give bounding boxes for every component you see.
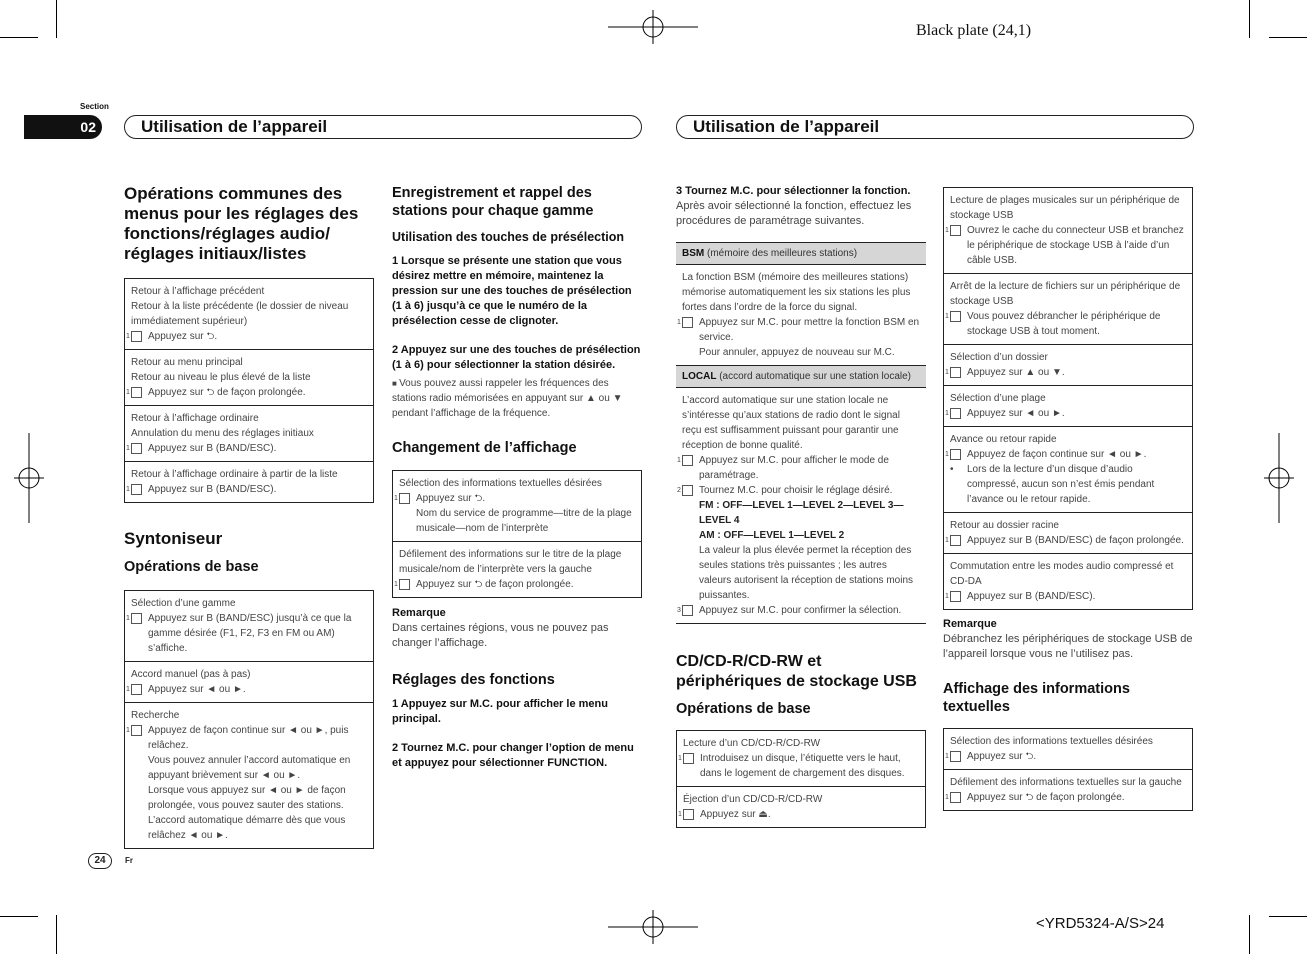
crop-mark	[0, 37, 38, 38]
usb-remark-title: Remarque	[943, 618, 997, 630]
table-row	[944, 188, 1192, 273]
preset-step-2: 2 Appuyez sur une des touches de présélection (1 à 6) pour sélectionner la station désirée.	[392, 344, 641, 371]
bsm-text: La fonction BSM (mémoire des meilleures stations) mémorise automatiquement les six stations les plus fortes dans l’ordre de la force du signal.	[682, 272, 911, 313]
preset-step-1: 1 Lorsque se présente une station que vous désirez mettre en mémoire, maintenez la pression sur une des touches de présélection (1 à 6) jusqu’à ce que le numéro de la présélection cesse de clignoter.	[392, 255, 632, 327]
chapter-header-left: Utilisation de l’appareil	[124, 115, 642, 139]
local-am-levels: AM : OFF—LEVEL 1—LEVEL 2	[699, 530, 845, 541]
bsm-body-row	[676, 264, 926, 365]
row-step: Appuyez sur ⏏.	[700, 809, 771, 820]
table-row	[944, 273, 1192, 344]
row-title: Arrêt de la lecture de fichiers sur un périphérique de stockage USB	[950, 281, 1181, 307]
bsm-cancel: Pour annuler, appuyez de nouveau sur M.C.	[699, 347, 895, 358]
table-row	[944, 344, 1192, 385]
table-row	[944, 769, 1192, 810]
section-label: Section	[80, 102, 109, 111]
column-4	[943, 187, 1193, 811]
row-step: Vous pouvez débrancher le périphérique de stockage USB à tout moment.	[967, 311, 1161, 337]
local-fm-levels: FM : OFF—LEVEL 1—LEVEL 2—LEVEL 3—LEVEL 4	[699, 500, 904, 526]
row-title: Accord manuel (pas à pas)	[131, 669, 251, 680]
functions-title: Réglages des fonctions	[392, 672, 555, 688]
column-3	[676, 184, 926, 828]
table-row	[944, 729, 1192, 769]
page-number: 24	[94, 855, 106, 866]
row-step: Appuyez sur ⮌ de façon prolongée.	[416, 579, 574, 590]
step-number-icon: 2	[682, 485, 693, 496]
step-number-icon: 1	[950, 792, 961, 803]
local-step-2: Tournez M.C. pour choisir le réglage désiré.	[699, 485, 893, 496]
local-text: L’accord automatique sur une station locale ne s’intéresse qu’aux stations de radio dont le signal reçu est suffisamment puissant pour garantir une réception de bonne qualité.	[682, 395, 900, 451]
text-info-table	[943, 728, 1193, 811]
local-note: La valeur la plus élevée permet la réception des seules stations très puissantes ; les autres valeurs autorisent la réception de stations moins puissantes.	[699, 545, 914, 601]
row-step: Appuyez sur ⮌.	[416, 493, 486, 504]
display-remark-title: Remarque	[392, 607, 446, 619]
function-step-3-text: Après avoir sélectionné la fonction, effectuez les procédures de paramétrage suivantes.	[676, 200, 912, 227]
row-step: Ouvrez le cache du connecteur USB et branchez le périphérique de stockage USB à l’aide d’un câble USB.	[967, 225, 1184, 266]
section-number: 02	[80, 119, 96, 135]
display-remark: Dans certaines régions, vous ne pouvez pas changer l’affichage.	[392, 622, 609, 649]
tuner-title: Syntoniseur	[124, 529, 223, 548]
row-note: Lors de la lecture d’un disque d’audio compressé, aucun son n’est émis pendant l’avance ou le retour rapide.	[967, 464, 1155, 505]
step-number-icon: 1	[399, 493, 410, 504]
row-step: Appuyez sur ◄ ou ►.	[148, 684, 246, 695]
table-row	[393, 541, 641, 597]
table-row	[125, 591, 373, 661]
step-number-icon: 1	[950, 751, 961, 762]
step-number-icon: 1	[950, 311, 961, 322]
common-ops-table	[124, 278, 374, 503]
table-row	[125, 279, 373, 349]
row-note: Nom du service de programme—titre de la plage musicale—nom de l’interprète	[416, 508, 632, 534]
tuner-table	[124, 590, 374, 849]
bsm-header-row	[676, 243, 926, 264]
step-number-icon: 1	[682, 455, 693, 466]
row-title: Retour à l’affichage ordinaire	[131, 413, 259, 424]
row-title: Sélection d’une gamme	[131, 598, 236, 609]
section-title-common-ops: Opérations communes des menus pour les réglages des fonctions/réglages audio/ réglages initiaux/listes	[124, 184, 359, 263]
step-number-icon: 1	[950, 535, 961, 546]
row-title: Retour à l’affichage précédent	[131, 286, 265, 297]
row-title: Commutation entre les modes audio compressé et CD-DA	[950, 561, 1174, 587]
row-title: Sélection d’un dossier	[950, 352, 1048, 363]
row-note: Lorsque vous appuyez sur ◄ ou ► de façon prolongée, vous pouvez sauter des stations. L’accord automatique démarre dès que vous relâchez ◄ ou ►.	[148, 785, 346, 841]
step-number-icon: 1	[131, 387, 142, 398]
table-row	[944, 512, 1192, 553]
row-step: Appuyez de façon continue sur ◄ ou ►.	[967, 449, 1147, 460]
column-2	[392, 184, 642, 771]
step-number-icon: 1	[131, 613, 142, 624]
table-row	[125, 461, 373, 502]
language-label: Fr	[125, 856, 133, 865]
row-title: Défilement des informations textuelles sur la gauche	[950, 777, 1182, 788]
function-step-3: 3 Tournez M.C. pour sélectionner la fonction.	[676, 185, 911, 197]
cd-basic-title: Opérations de base	[676, 701, 811, 717]
row-title: Retour au menu principal	[131, 357, 243, 368]
table-row	[944, 385, 1192, 426]
row-step: Appuyez sur B (BAND/ESC) jusqu’à ce que la gamme désirée (F1, F2, F3 en FM ou AM) s’affiche.	[148, 613, 352, 654]
column-1	[124, 184, 374, 849]
preset-bullet	[392, 376, 642, 421]
table-row	[677, 731, 925, 786]
step-number-icon: 1	[683, 753, 694, 764]
row-step: Appuyez sur ⮌.	[148, 331, 218, 342]
bullet-icon: ■	[392, 379, 400, 388]
table-row	[393, 471, 641, 541]
local-step-3: Appuyez sur M.C. pour confirmer la sélection.	[699, 605, 902, 616]
registration-mark-bottom	[608, 910, 698, 944]
table-row	[677, 786, 925, 827]
step-number-icon: 1	[682, 317, 693, 328]
row-title: Sélection d’une plage	[950, 393, 1046, 404]
step-number-icon: 1	[131, 484, 142, 495]
local-header-row	[676, 365, 926, 387]
step-number-icon: 1	[950, 367, 961, 378]
row-step: Introduisez un disque, l’étiquette vers le haut, dans le logement de chargement des disques.	[700, 753, 905, 779]
step-number-icon: 3	[682, 605, 693, 616]
table-row	[125, 349, 373, 405]
bullet-text: Vous pouvez aussi rappeler les fréquences des stations radio mémorisées en appuyant sur ▲ ou ▼ pendant l’affichage de la fréquence.	[392, 378, 623, 419]
bsm-description: (mémoire des meilleures stations)	[704, 248, 858, 259]
section-number-badge	[24, 115, 102, 139]
step-number-icon: 1	[131, 443, 142, 454]
function-table	[676, 242, 926, 624]
row-title: Sélection des informations textuelles désirées	[950, 736, 1153, 747]
row-title: Recherche	[131, 710, 180, 721]
display-title: Changement de l’affichage	[392, 440, 577, 456]
row-step: Appuyez sur ⮌ de façon prolongée.	[148, 387, 306, 398]
row-title: Lecture de plages musicales sur un périphérique de stockage USB	[950, 195, 1180, 221]
step-number-icon: 1	[950, 225, 961, 236]
step-number-icon: 1	[399, 579, 410, 590]
crop-mark	[1249, 0, 1250, 38]
tuner-basic-title: Opérations de base	[124, 559, 259, 575]
row-step: Appuyez sur B (BAND/ESC) de façon prolongée.	[967, 535, 1184, 546]
row-step: Appuyez sur ▲ ou ▼.	[967, 367, 1065, 378]
step-number-icon: 1	[131, 331, 142, 342]
cd-table	[676, 730, 926, 828]
row-title: Retour à l’affichage ordinaire à partir de la liste	[131, 469, 338, 480]
crop-mark	[1269, 37, 1307, 38]
local-description: (accord automatique sur une station locale)	[716, 371, 912, 382]
row-step: Appuyez sur ⮌.	[967, 751, 1037, 762]
preset-subtitle: Utilisation des touches de présélection	[392, 230, 625, 244]
preset-title: Enregistrement et rappel des stations pour chaque gamme	[392, 185, 594, 219]
crop-mark	[56, 0, 57, 38]
row-title: Éjection d’un CD/CD-R/CD-RW	[683, 794, 823, 805]
row-step: Appuyez sur ◄ ou ►.	[967, 408, 1065, 419]
row-title: Retour au dossier racine	[950, 520, 1059, 531]
step-number-icon: 1	[131, 684, 142, 695]
registration-mark-right	[1264, 433, 1294, 523]
step-number-icon: 1	[950, 449, 961, 460]
usb-remark: Débranchez les périphériques de stockage USB de l’appareil lorsque vous ne l’utilisez pas.	[943, 633, 1193, 660]
row-title: Lecture d’un CD/CD-R/CD-RW	[683, 738, 821, 749]
table-row	[125, 661, 373, 702]
local-body-row	[676, 387, 926, 623]
row-subtitle: Retour à la liste précédente (le dossier de niveau immédiatement supérieur)	[131, 301, 349, 327]
cd-usb-title: CD/CD-R/CD-RW et périphériques de stockage USB	[676, 653, 917, 690]
crop-mark	[1249, 915, 1250, 954]
crop-mark	[0, 916, 38, 917]
usb-table	[943, 187, 1193, 610]
display-table	[392, 470, 642, 598]
step-number-icon: 1	[950, 591, 961, 602]
functions-step-1: 1 Appuyez sur M.C. pour afficher le menu principal.	[392, 698, 608, 725]
table-row	[944, 553, 1192, 609]
table-row	[125, 702, 373, 848]
document-code: <YRD5324-A/S>24	[1036, 915, 1165, 932]
crop-mark	[56, 915, 57, 954]
table-row	[944, 426, 1192, 512]
row-subtitle: Annulation du menu des réglages initiaux	[131, 428, 314, 439]
chapter-header-right: Utilisation de l’appareil	[676, 115, 1194, 139]
row-step: Appuyez sur ⮌ de façon prolongée.	[967, 792, 1125, 803]
row-title: Défilement des informations sur le titre de la plage musicale/nom de l’interprète vers la gauche	[399, 549, 622, 575]
local-step-1: Appuyez sur M.C. pour afficher le mode de paramétrage.	[699, 455, 889, 481]
step-number-icon: 1	[950, 408, 961, 419]
functions-step-2: 2 Tournez M.C. pour changer l’option de menu et appuyez pour sélectionner FUNCTION.	[392, 742, 634, 769]
plate-label: Black plate (24,1)	[916, 22, 1032, 39]
registration-mark-left	[14, 433, 44, 523]
row-title: Avance ou retour rapide	[950, 434, 1057, 445]
row-step: Appuyez sur B (BAND/ESC).	[967, 591, 1096, 602]
row-note: Vous pouvez annuler l’accord automatique en appuyant brièvement sur ◄ ou ►.	[148, 755, 351, 781]
bsm-label: BSM	[682, 248, 705, 259]
row-title: Sélection des informations textuelles désirées	[399, 478, 602, 489]
crop-mark	[1269, 916, 1307, 917]
row-step: Appuyez sur B (BAND/ESC).	[148, 443, 277, 454]
registration-mark-top	[608, 10, 698, 44]
row-subtitle: Retour au niveau le plus élevé de la liste	[131, 372, 311, 383]
bsm-step: Appuyez sur M.C. pour mettre la fonction BSM en service.	[699, 317, 920, 343]
step-number-icon: 1	[683, 809, 694, 820]
row-step: Appuyez de façon continue sur ◄ ou ►, puis relâchez.	[148, 725, 349, 751]
row-step: Appuyez sur B (BAND/ESC).	[148, 484, 277, 495]
bullet-icon: •	[950, 464, 954, 475]
table-row	[125, 405, 373, 461]
local-label: LOCAL	[682, 371, 717, 382]
page-number-badge	[88, 853, 112, 869]
text-info-title: Affichage des informations textuelles	[943, 681, 1130, 715]
step-number-icon: 1	[131, 725, 142, 736]
